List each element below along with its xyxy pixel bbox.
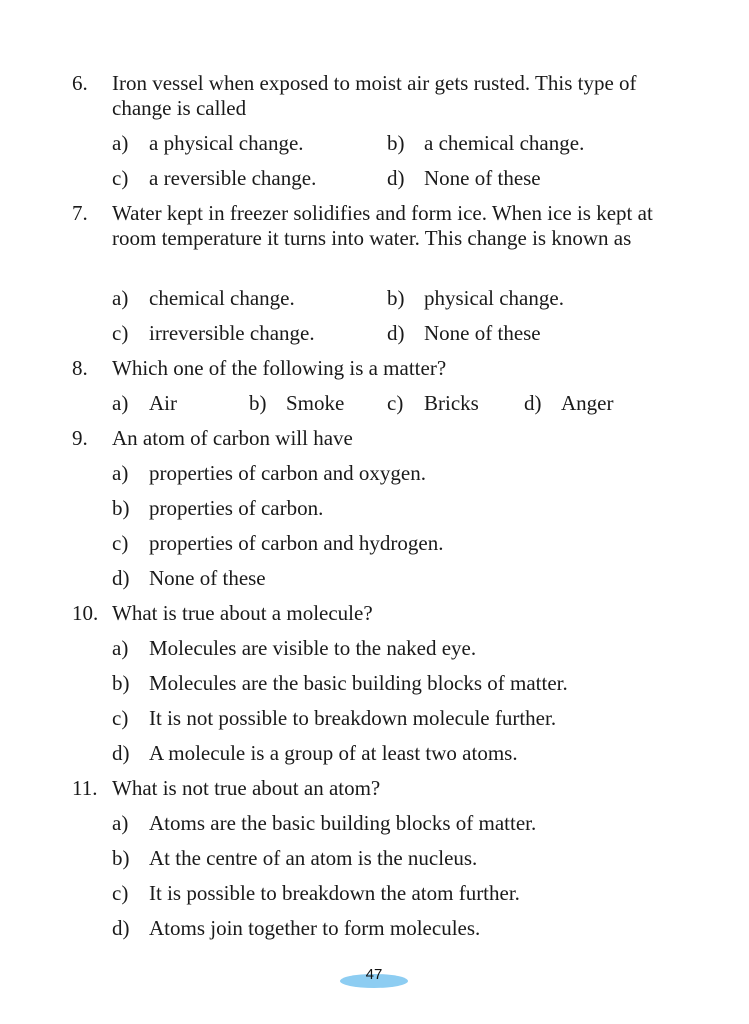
option-letter: c) <box>112 321 129 345</box>
question-text: Which one of the following is a matter? <box>112 356 447 380</box>
question-text: Iron vessel when exposed to moist air gets rusted. This type of change is called <box>112 71 637 120</box>
option-letter: a) <box>112 391 129 415</box>
option-text: a reversible change. <box>149 166 317 190</box>
option-b <box>112 846 477 871</box>
question-text: An atom of carbon will have <box>112 426 353 450</box>
option-text: properties of carbon. <box>149 496 324 520</box>
question-11 <box>72 776 672 801</box>
option-letter: d) <box>524 391 542 415</box>
question-text: What is not true about an atom? <box>112 776 381 800</box>
option-c <box>112 321 315 346</box>
option-letter: c) <box>112 531 129 555</box>
question-7 <box>72 201 672 251</box>
option-letter: a) <box>112 131 129 155</box>
option-letter: b) <box>112 846 130 870</box>
option-b <box>249 391 344 416</box>
option-c <box>112 531 443 556</box>
option-a <box>112 811 536 836</box>
option-text: Atoms are the basic building blocks of matter. <box>149 811 537 835</box>
option-text: Molecules are the basic building blocks of matter. <box>149 671 568 695</box>
question-number: 10. <box>72 601 99 625</box>
option-b <box>112 671 568 696</box>
option-c <box>112 166 316 191</box>
option-a <box>112 461 426 486</box>
option-d <box>112 916 480 941</box>
option-text: Bricks <box>424 391 479 415</box>
option-text: Atoms join together to form molecules. <box>149 916 481 940</box>
option-text: None of these <box>424 166 541 190</box>
option-text: Smoke <box>286 391 345 415</box>
option-letter: c) <box>112 881 129 905</box>
option-a <box>112 391 177 416</box>
option-letter: d) <box>387 321 405 345</box>
option-a <box>112 636 476 661</box>
question-6 <box>72 71 672 121</box>
option-text: properties of carbon and oxygen. <box>149 461 426 485</box>
option-letter: b) <box>249 391 267 415</box>
option-c <box>112 706 556 731</box>
question-8 <box>72 356 672 381</box>
option-d <box>112 741 518 766</box>
option-letter: b) <box>387 286 405 310</box>
option-a <box>112 131 304 156</box>
option-letter: b) <box>112 671 130 695</box>
option-d <box>112 566 266 591</box>
option-letter: a) <box>112 461 129 485</box>
question-text: What is true about a molecule? <box>112 601 373 625</box>
option-c <box>387 391 479 416</box>
option-b <box>387 131 584 156</box>
option-letter: a) <box>112 636 129 660</box>
option-text: Molecules are visible to the naked eye. <box>149 636 477 660</box>
option-text: Air <box>149 391 177 415</box>
question-number: 7. <box>72 201 88 225</box>
option-letter: d) <box>112 916 130 940</box>
option-c <box>112 881 520 906</box>
option-letter: c) <box>387 391 404 415</box>
option-text: A molecule is a group of at least two atoms. <box>149 741 518 765</box>
option-letter: a) <box>112 811 129 835</box>
option-text: At the centre of an atom is the nucleus. <box>149 846 478 870</box>
option-text: a physical change. <box>149 131 304 155</box>
option-letter: c) <box>112 706 129 730</box>
option-d <box>524 391 613 416</box>
option-text: It is possible to breakdown the atom further. <box>149 881 520 905</box>
option-letter: d) <box>387 166 405 190</box>
question-number: 8. <box>72 356 88 380</box>
option-text: a chemical change. <box>424 131 585 155</box>
question-number: 9. <box>72 426 88 450</box>
question-number: 11. <box>72 776 98 800</box>
option-text: Anger <box>561 391 614 415</box>
page-number: 47 <box>365 966 383 983</box>
option-b <box>387 286 564 311</box>
option-text: irreversible change. <box>149 321 315 345</box>
option-text: chemical change. <box>149 286 295 310</box>
question-10 <box>72 601 672 626</box>
option-letter: d) <box>112 566 130 590</box>
option-letter: b) <box>387 131 405 155</box>
question-number: 6. <box>72 71 88 95</box>
option-letter: a) <box>112 286 129 310</box>
option-text: It is not possible to breakdown molecule further. <box>149 706 557 730</box>
question-text: Water kept in freezer solidifies and form ice. When ice is kept at room temperature it turns into water. This change is known as <box>112 201 653 250</box>
option-letter: d) <box>112 741 130 765</box>
question-9 <box>72 426 672 451</box>
option-b <box>112 496 323 521</box>
option-d <box>387 166 541 191</box>
option-a <box>112 286 295 311</box>
option-text: physical change. <box>424 286 564 310</box>
option-text: None of these <box>424 321 541 345</box>
option-letter: b) <box>112 496 130 520</box>
option-text: None of these <box>149 566 266 590</box>
option-text: properties of carbon and hydrogen. <box>149 531 444 555</box>
option-letter: c) <box>112 166 129 190</box>
option-d <box>387 321 541 346</box>
